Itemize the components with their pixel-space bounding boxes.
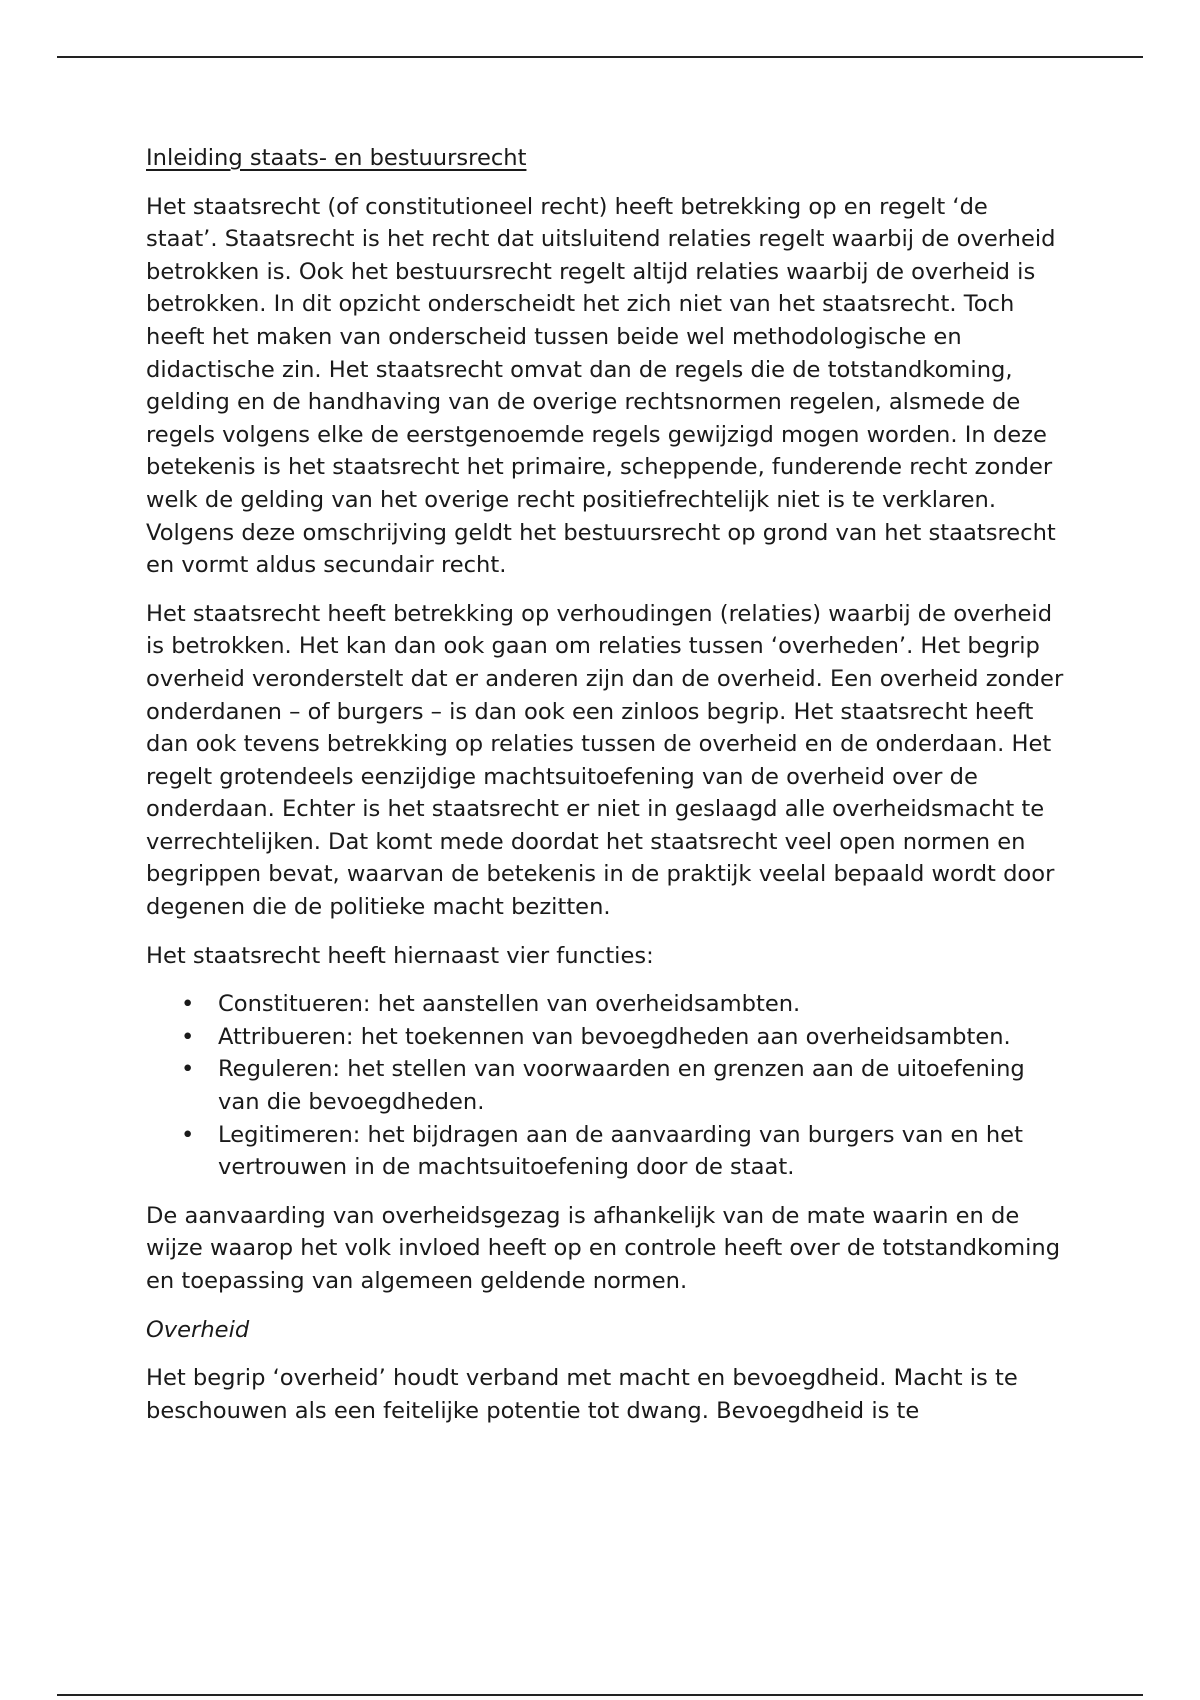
bullet-icon: • (181, 1023, 195, 1050)
list-item-text: Attribueren: het toekennen van bevoegdheden aan overheidsambten. (218, 1023, 1011, 1050)
paragraph-acceptance: De aanvaarding van overheidsgezag is afhankelijk van de mate waarin en de wijze waarop het volk invloed heeft op en controle heeft over de totstandkoming en toepassing van algemeen geldende normen. (146, 1202, 1061, 1294)
paragraph-overheid: Het begrip ‘overheid’ houdt verband met macht en bevoegdheid. Macht is te beschouwen als een feitelijke potentie tot dwang. Bevoegdheid is te (146, 1365, 1018, 1424)
list-item-text: Legitimeren: het bijdragen aan de aanvaarding van burgers van en het vertrouwen in de machtsuitoefening door de staat. (218, 1121, 1023, 1181)
bullet-icon: • (181, 1056, 195, 1083)
list-item (146, 1053, 1066, 1118)
section-heading-overheid: Overheid (146, 1316, 250, 1343)
top-rule (57, 56, 1143, 58)
functions-list (146, 988, 1066, 1184)
document-page (146, 142, 1066, 1443)
list-item (146, 1119, 1066, 1184)
paragraph-relations: Het staatsrecht heeft betrekking op verhoudingen (relaties) waarbij de overheid is betrokken. Het kan dan ook gaan om relaties tussen ‘overheden’. Het begrip overheid veronderstelt dat er anderen zijn dan de overheid. Een overheid zonder onderdanen – of burgers – is dan ook een zinloos begrip. Het staatsrecht heeft dan ook tevens betrekking op relaties tussen de overheid en de onderdaan. Het regelt grotendeels eenzijdige machtsuitoefening van de overheid over de onderdaan. Echter is het staatsrecht er niet in geslaagd alle overheidsmacht te verrechtelijken. Dat komt mede doordat het staatsrecht veel open normen en begrippen bevat, waarvan de betekenis in de praktijk veelal bepaald wordt door degenen die de politieke macht bezitten. (146, 600, 1064, 921)
document-title: Inleiding staats- en bestuursrecht (146, 145, 527, 171)
paragraph-intro: Het staatsrecht (of constitutioneel recht) heeft betrekking op en regelt ‘de staat’. Staatsrecht is het recht dat uitsluitend relaties regelt waarbij de overheid betrokken is. Ook het bestuursrecht regelt altijd relaties waarbij de overheid is betrokken. In dit opzicht onderscheidt het zich niet van het staatsrecht. Toch heeft het maken van onderscheid tussen beide wel methodologische en didactische zin. Het staatsrecht omvat dan de regels die de totstandkoming, gelding en de handhaving van de overige rechtsnormen regelen, alsmede de regels volgens elke de eerstgenoemde regels gewijzigd mogen worden. In deze betekenis is het staatsrecht het primaire, scheppende, funderende recht zonder welk de gelding van het overige recht positiefrechtelijk niet is te verklaren. Volgens deze omschrijving geldt het bestuursrecht op grond van het staatsrecht en vormt aldus secundair recht. (146, 193, 1056, 579)
list-item (146, 988, 1066, 1021)
bottom-rule (57, 1694, 1143, 1696)
functions-intro: Het staatsrecht heeft hiernaast vier functies: (146, 942, 654, 969)
bullet-icon: • (181, 991, 195, 1018)
list-item (146, 1021, 1066, 1054)
list-item-text: Constitueren: het aanstellen van overheidsambten. (218, 991, 801, 1018)
bullet-icon: • (181, 1121, 195, 1148)
list-item-text: Reguleren: het stellen van voorwaarden en grenzen aan de uitoefening van die bevoegdheden. (218, 1056, 1025, 1116)
